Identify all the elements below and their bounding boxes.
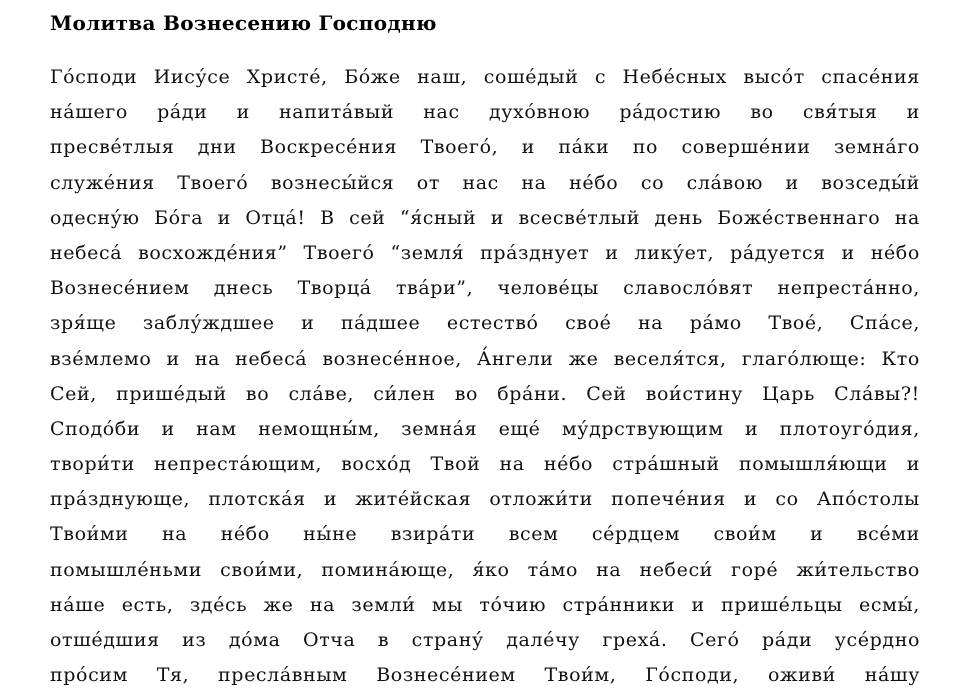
text-line: твори́ти непреста́ющим, восхо́д Твой на не́бо стра́шный помышля́ющи и <box>50 453 920 476</box>
text-line: служе́ния Твоего́ вознесы́йся от нас на не́бо со сла́вою и возседы́й <box>50 171 920 194</box>
text-line: Вознесе́нием днесь Творца́ тва́ри”, челове́цы славосло́вят непреста́нно, <box>50 277 920 300</box>
text-line: пресве́тлыя дни Воскресе́ния Твоего́, и па́ки по соверше́нии земна́го <box>50 136 920 159</box>
text-line: помышле́ньми свои́ми, помина́юще, я́ко та́мо на небеси́ горе́ жи́тельство <box>50 558 920 581</box>
text-line: одесну́ю Бо́га и Отца́! В сей “я́сный и всесве́тлый день Боже́ственнаго на <box>50 206 920 229</box>
text-line: на́ше есть, зде́сь же на земли́ мы то́чию стра́нники и прише́льцы есмы́, <box>50 593 920 616</box>
prayer-title: Молитва Вознесению Господню <box>50 11 437 35</box>
text-line: Го́споди Иису́се Христе́, Бо́же наш, соше́дый с Небе́сных высо́т спасе́ния <box>50 66 920 88</box>
text-line: на́шего ра́ди и напита́вый нас духо́вною ра́достию во свя́тыя и <box>50 101 920 124</box>
prayer-text <box>50 60 920 693</box>
text-line: зря́ще заблу́ждшее и па́дшее естество́ свое́ на ра́мо Твое́, Спа́се, <box>50 312 920 335</box>
text-line: отше́дшия из до́ма Отча в страну́ дале́чу греха́. Сего́ ра́ди усе́рдно <box>50 629 920 651</box>
text-line: Сподо́би и нам немощны́м, земна́я еще́ му́дрствующим и плотоуго́дия, <box>50 417 920 440</box>
text-line: Твои́ми на не́бо ны́не взира́ти всем се́рдцем свои́м и все́ми <box>50 523 920 546</box>
text-line: пра́зднующе, плотска́я и жите́йская отложи́ти попече́ния и со Апо́столы <box>50 488 920 511</box>
text-line: про́сим Тя, пресла́вным Вознесе́нием Твои́м, Го́споди, оживи́ на́шу <box>50 664 920 687</box>
text-line: взе́млемо и на небеса́ вознесе́нное, А́нгели же веселя́тся, глаго́люще: Кто <box>50 347 920 370</box>
text-line: Сей, прише́дый во сла́ве, си́лен во бра́ни. Сей вои́стину Царь Сла́вы?! <box>50 382 920 405</box>
text-line: небеса́ восхожде́ния” Твоего́ “земля́ пра́зднует и лику́ет, ра́дуется и не́бо <box>50 241 920 264</box>
